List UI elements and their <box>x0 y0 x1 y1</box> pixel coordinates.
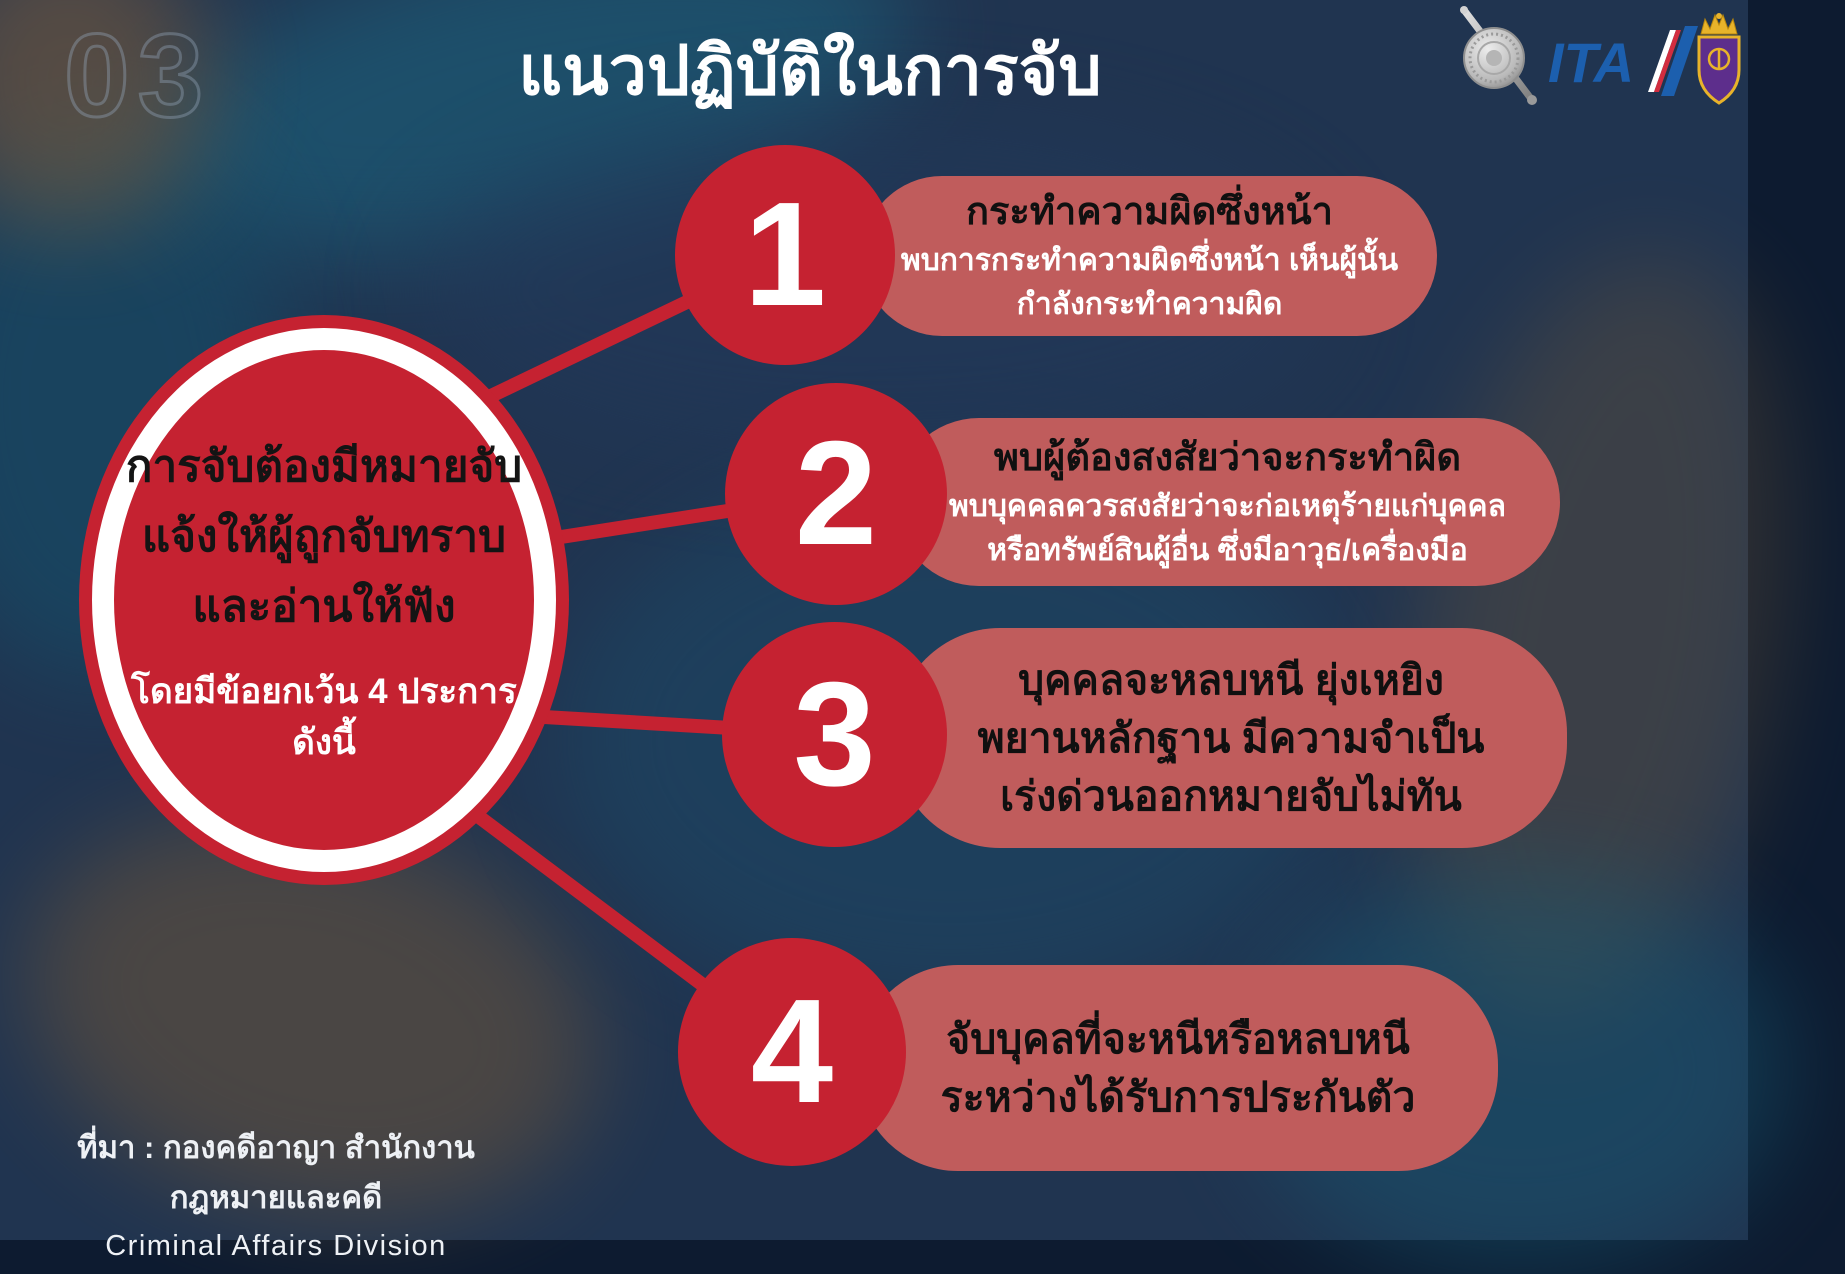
item-1-title: กระทำความผิดซึ่งหน้า <box>965 190 1333 233</box>
item-2-body-line-2: หรือทรัพย์สินผู้อื่น ซึ่งมีอาวุธ/เครื่องมือ <box>987 533 1468 567</box>
item-1-body-line-2: กำลังกระทำความผิด <box>1016 287 1283 321</box>
page-title: แนวปฏิบัติในการจับ <box>518 33 1102 109</box>
central-sub-line-1: โดยมีข้อยกเว้น 4 ประการ <box>131 671 517 711</box>
item-3-line-3: เร่งด่วนออกหมายจับไม่ทัน <box>1000 773 1462 820</box>
source-line-english: Criminal Affairs Division <box>105 1230 447 1262</box>
central-heading-line-2: แจ้งให้ผู้ถูกจับทราบ <box>141 512 507 562</box>
item-4-number-circle: 4 <box>678 938 906 1166</box>
item-1-number-circle: 1 <box>675 145 895 365</box>
source-line-thai: ที่มา : กองคดีอาญา สำนักงานกฎหมายและคดี <box>77 1130 475 1215</box>
item-3-pill <box>895 628 1567 848</box>
item-2-body-line-1: พบบุคคลควรสงสัยว่าจะก่อเหตุร้ายแก่บุคคล <box>949 490 1506 524</box>
item-1-pill <box>862 176 1437 336</box>
ita-logo-text: ITA <box>1548 31 1635 94</box>
central-heading-line-1: การจับต้องมีหมายจับ <box>125 441 523 491</box>
item-4-pill <box>858 965 1498 1171</box>
item-3-line-1: บุคคลจะหลบหนี ยุ่งเหยิง <box>1018 656 1444 703</box>
central-heading-line-3: และอ่านให้ฟัง <box>192 582 456 632</box>
item-3-line-2: พยานหลักฐาน มีความจำเป็น <box>977 714 1485 761</box>
section-number-badge: 03 <box>64 10 212 142</box>
police-crest-icon <box>1692 10 1746 108</box>
police-medallion-icon <box>1446 4 1546 108</box>
central-rule-heading <box>126 432 522 643</box>
item-4-line-2: ระหว่างได้รับการประกันตัว <box>940 1074 1416 1120</box>
item-3-number-circle: 3 <box>722 622 947 847</box>
ita-logo <box>1548 24 1700 98</box>
central-sub-line-2: ดังนี้ <box>292 722 356 762</box>
source-footer <box>36 1122 516 1263</box>
central-rule-circle <box>92 328 556 872</box>
central-rule-subheading <box>131 667 517 769</box>
item-4-line-1: จับบุคลที่จะหนีหรือหลบหนี <box>946 1015 1410 1062</box>
item-2-pill <box>895 418 1560 586</box>
item-1-body-line-1: พบการกระทำความผิดซึ่งหน้า เห็นผู้นั้น <box>900 244 1399 278</box>
item-2-number-circle: 2 <box>725 383 947 605</box>
police-medallion-logo <box>1446 4 1546 110</box>
police-crest-logo <box>1692 10 1746 108</box>
ita-logo-icon <box>1548 24 1700 98</box>
item-2-title: พบผู้ต้องสงสัยว่าจะกระทำผิด <box>993 436 1462 479</box>
